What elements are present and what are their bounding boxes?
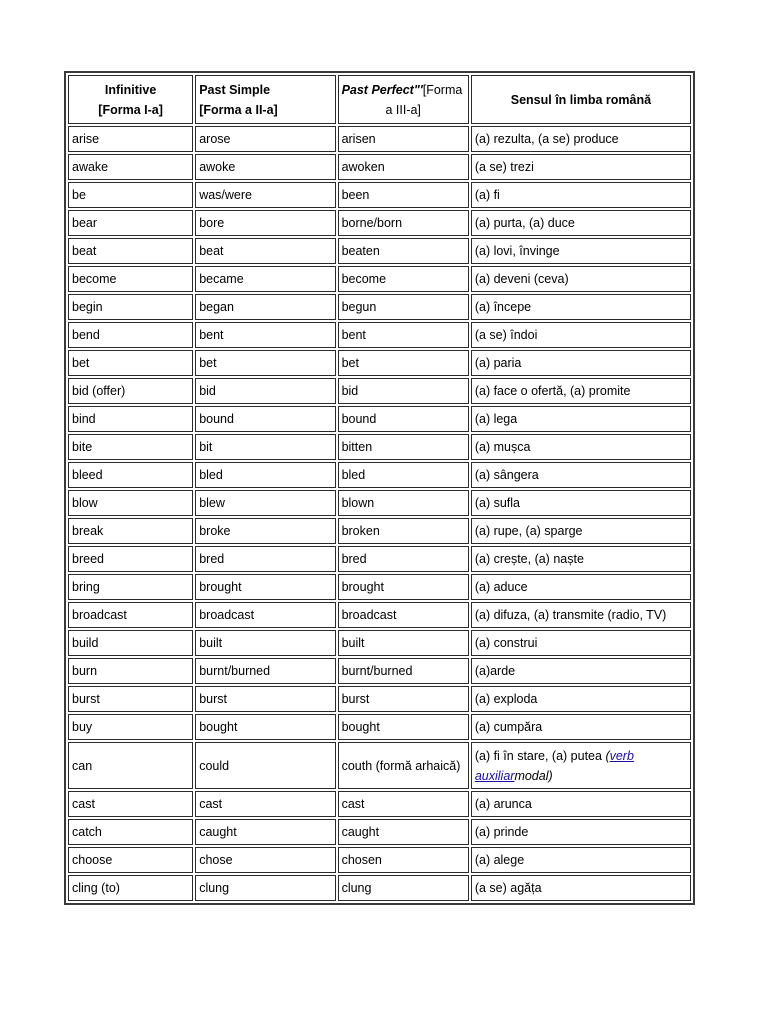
cell-infinitive: build [68,630,193,656]
cell-past-perfect: blown [338,490,469,516]
cell-past-perfect: bled [338,462,469,488]
cell-past-simple: became [195,266,335,292]
cell-past-perfect: begun [338,294,469,320]
cell-past-simple: burst [195,686,335,712]
cell-past-simple: bet [195,350,335,376]
cell-past-perfect: broken [338,518,469,544]
cell-meaning: (a) mușca [471,434,691,460]
cell-meaning: (a) arunca [471,791,691,817]
cell-past-perfect: been [338,182,469,208]
cell-infinitive: awake [68,154,193,180]
cell-meaning: (a) exploda [471,686,691,712]
header-infinitive [68,75,193,124]
cell-past-perfect: couth (formă arhaică) [338,742,469,789]
header-meaning-label: Sensul în limba română [510,92,652,107]
cell-meaning: (a) paria [471,350,691,376]
table-row [68,819,691,845]
cell-meaning: (a) cumpăra [471,714,691,740]
table-row [68,791,691,817]
cell-infinitive: choose [68,847,193,873]
cell-past-simple: caught [195,819,335,845]
header-past-simple-sub: [Forma a II-a] [199,102,278,117]
link-auxiliar[interactable]: auxiliar [474,768,515,783]
table-body-can [68,742,691,789]
cell-past-perfect: burnt/burned [338,658,469,684]
cell-meaning: (a) crește, (a) naște [471,546,691,572]
table-row [68,266,691,292]
cell-infinitive: buy [68,714,193,740]
cell-past-perfect: built [338,630,469,656]
cell-infinitive: cast [68,791,193,817]
cell-past-perfect: bitten [338,434,469,460]
table-row [68,294,691,320]
cell-past-simple: cast [195,791,335,817]
cell-past-simple: bent [195,322,335,348]
cell-past-simple: bred [195,546,335,572]
cell-infinitive: breed [68,546,193,572]
cell-meaning: (a) începe [471,294,691,320]
header-infinitive-label: Infinitive [104,82,157,97]
cell-past-simple: awoke [195,154,335,180]
cell-infinitive: broadcast [68,602,193,628]
cell-meaning: (a) purta, (a) duce [471,210,691,236]
cell-past-perfect: bred [338,546,469,572]
cell-meaning: (a) fi [471,182,691,208]
table-row [68,630,691,656]
table-row [68,406,691,432]
cell-infinitive: bind [68,406,193,432]
cell-past-simple: bid [195,378,335,404]
table-row [68,546,691,572]
cell-past-simple: began [195,294,335,320]
cell-infinitive: catch [68,819,193,845]
cell-infinitive: be [68,182,193,208]
table-row [68,714,691,740]
table-row [68,658,691,684]
table-row [68,350,691,376]
header-past-perfect-sub1: [Forma [422,82,463,97]
cell-meaning [471,742,691,789]
cell-past-simple: bought [195,714,335,740]
table-row [68,238,691,264]
cell-past-perfect: brought [338,574,469,600]
can-meaning-paren: ( [605,748,610,763]
cell-meaning: (a) alege [471,847,691,873]
header-past-perfect-sub2: a III-a] [385,102,421,117]
cell-past-perfect: beaten [338,238,469,264]
cell-infinitive: beat [68,238,193,264]
cell-past-simple: bore [195,210,335,236]
cell-past-simple: bound [195,406,335,432]
header-past-simple-label: Past Simple [199,82,271,97]
cell-meaning: (a) difuza, (a) transmite (radio, TV) [471,602,691,628]
cell-infinitive: break [68,518,193,544]
table-header-row [68,75,691,124]
cell-meaning: (a) prinde [471,819,691,845]
cell-infinitive: bear [68,210,193,236]
table-row [68,322,691,348]
header-infinitive-sub: [Forma I-a] [98,102,163,117]
cell-meaning: (a) deveni (ceva) [471,266,691,292]
cell-past-simple: chose [195,847,335,873]
cell-infinitive: begin [68,294,193,320]
table-row [68,378,691,404]
cell-infinitive: become [68,266,193,292]
cell-past-simple: blew [195,490,335,516]
table-row [68,602,691,628]
cell-past-perfect: awoken [338,154,469,180]
header-past-perfect [338,75,469,124]
cell-past-simple: bit [195,434,335,460]
can-meaning-suffix: modal) [514,768,553,783]
cell-meaning: (a) rupe, (a) sparge [471,518,691,544]
cell-meaning: (a)arde [471,658,691,684]
table-row [68,182,691,208]
cell-past-perfect: clung [338,875,469,901]
cell-meaning: (a se) agăța [471,875,691,901]
table-row [68,434,691,460]
cell-meaning: (a) face o ofertă, (a) promite [471,378,691,404]
cell-infinitive: burn [68,658,193,684]
cell-infinitive: arise [68,126,193,152]
table-row [68,686,691,712]
cell-past-perfect: borne/born [338,210,469,236]
link-verb[interactable]: verb [609,748,634,763]
cell-infinitive: bet [68,350,193,376]
cell-meaning: (a se) îndoi [471,322,691,348]
cell-past-simple: broke [195,518,335,544]
cell-meaning: (a) rezulta, (a se) produce [471,126,691,152]
cell-meaning: (a) aduce [471,574,691,600]
header-past-simple [195,75,335,124]
cell-infinitive: bid (offer) [68,378,193,404]
cell-infinitive: bring [68,574,193,600]
cell-past-simple: beat [195,238,335,264]
cell-infinitive: can [68,742,193,789]
cell-infinitive: blow [68,490,193,516]
cell-past-perfect: cast [338,791,469,817]
cell-meaning: (a) sufla [471,490,691,516]
cell-past-perfect: arisen [338,126,469,152]
table-row [68,462,691,488]
table-row [68,490,691,516]
table-row [68,847,691,873]
header-meaning [471,75,691,124]
cell-past-simple: bled [195,462,335,488]
cell-meaning: (a) construi [471,630,691,656]
cell-past-simple: broadcast [195,602,335,628]
header-past-perfect-label: Past Perfect"' [341,82,423,97]
table-row [68,875,691,901]
cell-past-perfect: bid [338,378,469,404]
cell-past-perfect: become [338,266,469,292]
cell-past-simple: could [195,742,335,789]
cell-past-perfect: bought [338,714,469,740]
cell-past-simple: brought [195,574,335,600]
cell-past-perfect: caught [338,819,469,845]
irregular-verbs-table [64,71,695,905]
table-row [68,126,691,152]
cell-meaning: (a se) trezi [471,154,691,180]
can-meaning-prefix: (a) fi în stare, (a) putea [474,748,606,763]
cell-past-perfect: burst [338,686,469,712]
cell-past-perfect: chosen [338,847,469,873]
table-body-b [68,791,691,901]
cell-infinitive: bite [68,434,193,460]
table-row [68,574,691,600]
cell-past-perfect: broadcast [338,602,469,628]
table-row [68,210,691,236]
cell-past-simple: clung [195,875,335,901]
cell-infinitive: bend [68,322,193,348]
table-row [68,742,691,789]
cell-meaning: (a) lega [471,406,691,432]
cell-past-perfect: bent [338,322,469,348]
cell-infinitive: cling (to) [68,875,193,901]
cell-infinitive: burst [68,686,193,712]
cell-past-perfect: bet [338,350,469,376]
cell-past-perfect: bound [338,406,469,432]
table-row [68,154,691,180]
cell-meaning: (a) lovi, învinge [471,238,691,264]
table-body-a [68,126,691,740]
cell-past-simple: burnt/burned [195,658,335,684]
cell-past-simple: was/were [195,182,335,208]
cell-past-simple: arose [195,126,335,152]
cell-meaning: (a) sângera [471,462,691,488]
cell-infinitive: bleed [68,462,193,488]
cell-past-simple: built [195,630,335,656]
table-row [68,518,691,544]
